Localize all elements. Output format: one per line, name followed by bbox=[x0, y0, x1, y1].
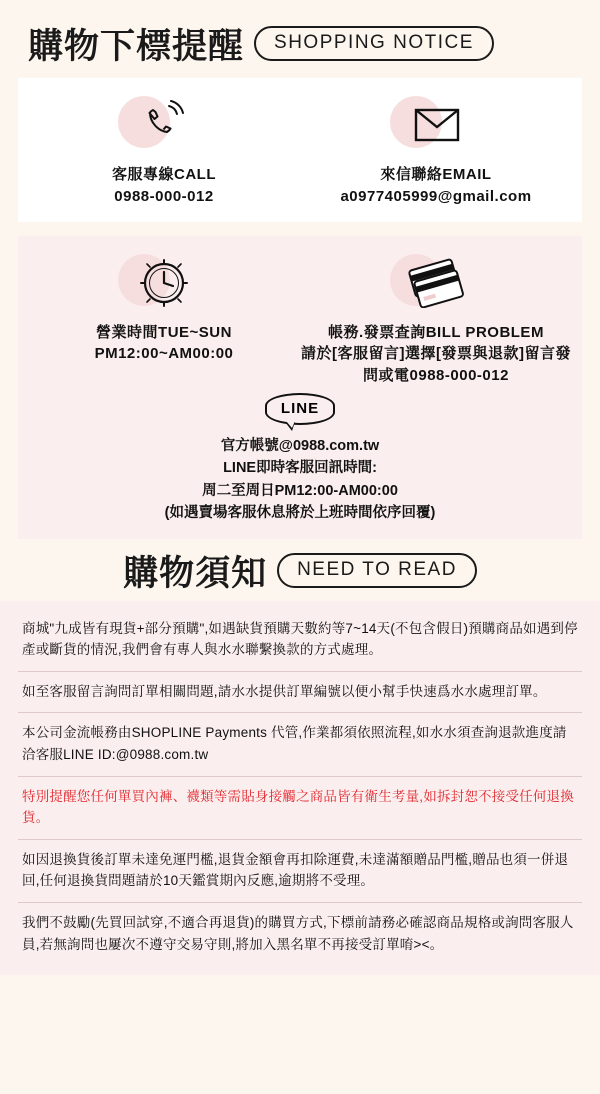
line-reply-time: 周二至周日PM12:00-AM00:00 bbox=[202, 482, 398, 499]
line-contact-block bbox=[28, 393, 572, 525]
shopping-notice-section bbox=[0, 0, 600, 539]
contact-card bbox=[18, 78, 582, 222]
business-hours-label: 營業時間TUE~SUN bbox=[96, 323, 232, 341]
list-item: 如因退換貨後訂單未達免運門檻,退貨金額會再扣除運費,未達滿額贈品門檻,贈品也須一併退回,任何退換貨問題請於10天鑑賞期內反應,逾期將不受理。 bbox=[18, 840, 582, 903]
line-account: 官方帳號@0988.com.tw bbox=[220, 437, 380, 454]
business-hours-value: PM12:00~AM00:00 bbox=[94, 345, 234, 363]
clock-icon-wrap bbox=[28, 252, 300, 314]
business-hours-block bbox=[28, 252, 300, 387]
notice-title-row bbox=[18, 26, 582, 64]
envelope-icon bbox=[408, 102, 464, 148]
notice-title-pill: SHOPPING NOTICE bbox=[254, 26, 494, 61]
bill-label: 帳務.發票查詢BILL PROBLEM bbox=[328, 323, 544, 341]
clock-icon bbox=[136, 255, 192, 311]
contact-phone-block bbox=[28, 94, 300, 208]
bill-line2: 問或電0988-000-012 bbox=[363, 367, 509, 384]
list-item: 特別提醒您任何單買內褲、襪類等需貼身接觸之商品皆有衛生考量,如拆封恕不接受任何退換貨。 bbox=[18, 777, 582, 840]
contact-email-block bbox=[300, 94, 572, 208]
read-title-pill: NEED TO READ bbox=[277, 553, 477, 588]
email-icon-wrap bbox=[300, 94, 572, 156]
phone-icon-wrap bbox=[28, 94, 300, 156]
cards-icon-wrap bbox=[300, 252, 572, 314]
read-title-row bbox=[0, 553, 600, 601]
line-badge: LINE bbox=[265, 393, 335, 425]
service-card bbox=[18, 236, 582, 539]
phone-label: 客服專線CALL bbox=[112, 166, 216, 183]
list-item: 我們不鼓勵(先買回試穿,不適合再退貨)的購買方式,下標前請務必確認商品規格或詢問客服人員,若無詢問也屢次不遵守交易守則,將加入黑名單不再接受訂單唷><。 bbox=[22, 914, 574, 952]
phone-ring-icon bbox=[139, 100, 189, 150]
read-title: 購物須知 bbox=[123, 553, 268, 593]
page-title: 購物下標提醒 bbox=[28, 27, 245, 66]
credit-cards-icon bbox=[401, 258, 471, 308]
line-reply-note: (如遇賣場客服休息將於上班時間依序回覆) bbox=[164, 505, 436, 522]
line-reply-title: LINE即時客服回訊時間: bbox=[223, 460, 377, 477]
list-item: 本公司金流帳務由SHOPLINE Payments 代管,作業都須依照流程,如水水須查詢退款進度請洽客服LINE ID:@0988.com.tw bbox=[18, 713, 582, 776]
need-to-read-section bbox=[0, 539, 600, 976]
bill-problem-block bbox=[300, 252, 572, 387]
list-item: 商城"九成皆有現貨+部分預購",如遇缺貨預購天數約等7~14天(不包含假日)預購商品如遇到停產或斷貨的情況,我們會有專人與水水聯繫換款的方式處理。 bbox=[18, 609, 582, 672]
list-item: 如至客服留言詢問訂單相關問題,請水水提供訂單編號以便小幫手快速爲水水處理訂單。 bbox=[18, 672, 582, 714]
email-value: a0977405999@gmail.com bbox=[340, 187, 532, 205]
rules-list bbox=[0, 601, 600, 976]
bill-line1: 請於[客服留言]選擇[發票與退款]留言發 bbox=[301, 345, 571, 363]
email-label: 來信聯絡EMAIL bbox=[380, 166, 492, 183]
phone-value: 0988-000-012 bbox=[114, 187, 214, 205]
